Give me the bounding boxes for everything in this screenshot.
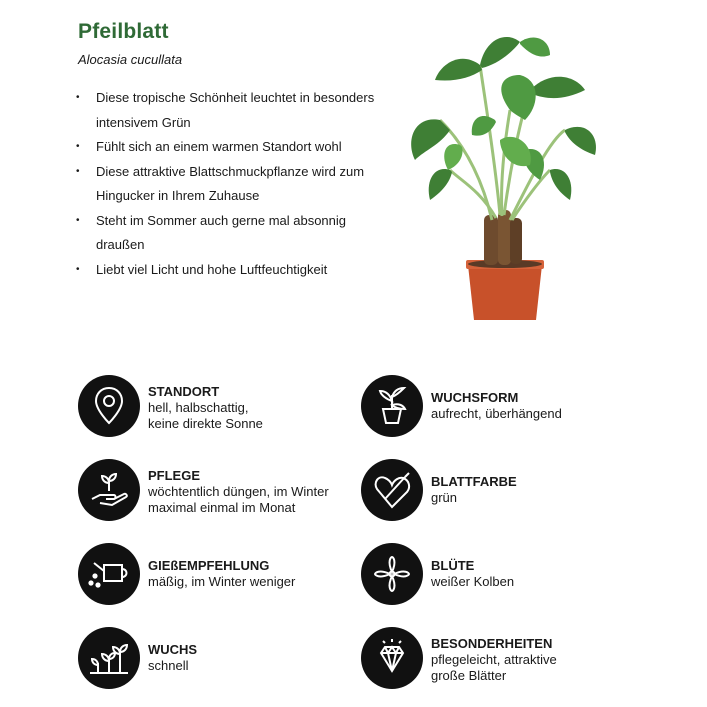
- location-pin-icon: [78, 375, 140, 437]
- feature-grid: [78, 375, 638, 695]
- feature-text: [148, 642, 368, 674]
- feature-wuchsform: [361, 375, 641, 441]
- feature-besonderheiten: [361, 627, 641, 693]
- feature-value: große Blätter: [431, 668, 507, 683]
- feature-value: hell, halbschattig,: [148, 400, 249, 415]
- latin-name: Alocasia cucullata: [78, 52, 183, 67]
- feature-text: [431, 558, 651, 590]
- sprouts-icon: [78, 627, 140, 689]
- feature-value: weißer Kolben: [431, 574, 515, 589]
- feature-wuchs: [78, 627, 358, 693]
- feature-standort: [78, 375, 358, 441]
- feature-text: [431, 390, 651, 422]
- potted-plant-icon: [361, 375, 423, 437]
- feature-text: [431, 474, 651, 506]
- feature-heading: PFLEGE: [148, 468, 201, 483]
- bullet-item: • Steht im Sommer auch gerne mal absonnig draußen: [76, 209, 376, 258]
- feature-value: mäßig, im Winter weniger: [148, 574, 296, 589]
- feature-value: grün: [431, 490, 458, 505]
- feature-heading: WUCHSFORM: [431, 390, 519, 405]
- feature-blattfarbe: [361, 459, 641, 525]
- bullet-item: • Fühlt sich an einem warmen Standort wohl: [76, 135, 376, 160]
- diamond-icon: [361, 627, 423, 689]
- bullet-item: • Diese tropische Schönheit leuchtet in besonders intensivem Grün: [76, 86, 376, 135]
- bullet-item: • Liebt viel Licht und hohe Luftfeuchtigkeit: [76, 258, 376, 283]
- feature-bluete: [361, 543, 641, 609]
- feature-value: wöchtentlich düngen, im Winter: [148, 484, 329, 499]
- feature-bullet-list: [76, 86, 376, 282]
- feature-heading: STANDORT: [148, 384, 220, 399]
- leaf-brush-icon: [361, 459, 423, 521]
- feature-giessempfehlung: [78, 543, 358, 609]
- feature-pflege: [78, 459, 358, 525]
- feature-heading: BESONDERHEITEN: [431, 636, 553, 651]
- plant-photo: [400, 20, 610, 330]
- feature-value: maximal einmal im Monat: [148, 500, 296, 515]
- feature-heading: BLATTFARBE: [431, 474, 517, 489]
- feature-value: keine direkte Sonne: [148, 416, 263, 431]
- page-title: Pfeilblatt: [78, 20, 169, 43]
- feature-text: [148, 468, 368, 516]
- feature-value: aufrecht, überhängend: [431, 406, 562, 421]
- feature-value: pflegeleicht, attraktive: [431, 652, 557, 667]
- feature-text: [431, 636, 651, 684]
- feature-heading: BLÜTE: [431, 558, 475, 573]
- watering-can-icon: [78, 543, 140, 605]
- feature-heading: GIEßEMPFEHLUNG: [148, 558, 270, 573]
- flower-icon: [361, 543, 423, 605]
- feature-value: schnell: [148, 658, 189, 673]
- feature-text: [148, 558, 368, 590]
- bullet-item: • Diese attraktive Blattschmuckpflanze wird zum Hingucker in Ihrem Zuhause: [76, 160, 376, 209]
- feature-heading: WUCHS: [148, 642, 198, 657]
- feature-text: [148, 384, 368, 432]
- hand-seedling-icon: [78, 459, 140, 521]
